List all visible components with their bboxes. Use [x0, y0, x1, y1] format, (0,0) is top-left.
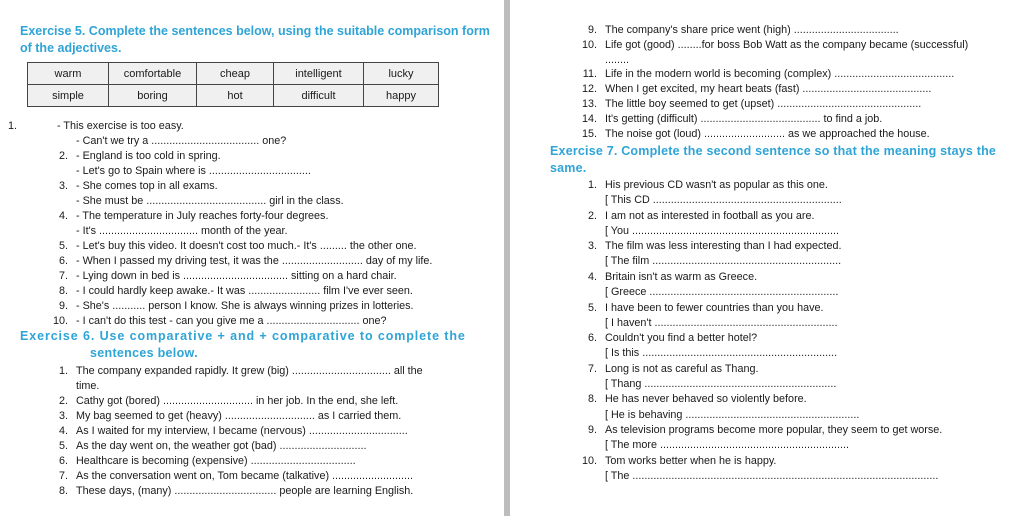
item-text: Life got (good) ........for boss Bob Watt as the company became (successful) [605, 39, 969, 51]
item-text: The company expanded rapidly. It grew (big) ................................. all the [76, 365, 423, 377]
answer-line: [ The ...................................................................................................... [605, 470, 939, 482]
item-number: 10. [581, 39, 597, 51]
item-number: 3. [58, 180, 68, 192]
answer-line: [ The film ............................................................... [605, 255, 842, 267]
item-number: 4. [58, 425, 68, 437]
item-number: 2. [58, 150, 68, 162]
adjective-row [28, 85, 439, 107]
exercise-6-title: Exercise 6. Use comparative + and + comparative to complete the [20, 329, 466, 343]
adjective-cell: difficult [274, 85, 364, 107]
item-text: As television programs become more popular, they seem to get worse. [605, 424, 943, 436]
item-text: - She must be ........................................ girl in the class. [76, 195, 344, 207]
adjective-row [28, 63, 439, 85]
item-number: 6. [587, 332, 597, 344]
item-number: 8. [58, 485, 68, 497]
page-divider [504, 0, 510, 516]
item-number: 12. [581, 83, 597, 95]
item-text: - Let's buy this video. It doesn't cost too much.- It's ......... the other one. [76, 240, 417, 252]
adjective-cell: lucky [364, 63, 439, 85]
item-number: 10. [581, 455, 597, 467]
item-number: 14. [581, 113, 597, 125]
item-number: 3. [58, 410, 68, 422]
adjective-cell: comfortable [109, 63, 197, 85]
exercise-7-title-cont: same. [550, 161, 587, 175]
worksheet-left-page [0, 0, 496, 516]
adjective-cell: simple [28, 85, 109, 107]
item-number: 2. [587, 210, 597, 222]
item-text: My bag seemed to get (heavy) .............................. as I carried them. [76, 410, 402, 422]
adjective-cell: warm [28, 63, 109, 85]
item-text: - She's ........... person I know. She is always winning prizes in lotteries. [76, 300, 414, 312]
item-text: Tom works better when he is happy. [605, 455, 777, 467]
item-text: As the day went on, the weather got (bad) ............................. [76, 440, 367, 452]
answer-line: [ Thang ................................................................ [605, 378, 837, 390]
item-text: It's getting (difficult) ........................................ to find a job. [605, 113, 883, 125]
item-number: 10. [52, 315, 68, 327]
item-text: Healthcare is becoming (expensive) ................................... [76, 455, 356, 467]
adjective-cell: hot [197, 85, 274, 107]
answer-line: [ I haven't ............................................................. [605, 317, 838, 329]
item-number: 6. [58, 455, 68, 467]
item-number: 1. [587, 179, 597, 191]
item-number: 9. [587, 24, 597, 36]
item-text: As the conversation went on, Tom became (talkative) ........................... [76, 470, 414, 482]
item-text: Britain isn't as warm as Greece. [605, 271, 758, 283]
answer-line: [ He is behaving .......................................................... [605, 409, 860, 421]
item-text: I have been to fewer countries than you have. [605, 302, 824, 314]
item-text: I am not as interested in football as you are. [605, 210, 815, 222]
item-number: 13. [581, 98, 597, 110]
item-text: - This exercise is too easy. [57, 120, 184, 132]
exercise-6-heading [20, 328, 470, 362]
adjective-cell: cheap [197, 63, 274, 85]
item-number: 3. [587, 240, 597, 252]
item-text: The little boy seemed to get (upset) ................................................ [605, 98, 922, 110]
adjective-cell: happy [364, 85, 439, 107]
item-text: These days, (many) .................................. people are learning English. [76, 485, 414, 497]
item-number: 2. [58, 395, 68, 407]
item-number: 4. [58, 210, 68, 222]
item-text: - I can't do this test - can you give me a ............................... one? [76, 315, 387, 327]
item-text: He has never behaved so violently before. [605, 393, 807, 405]
item-number: 5. [58, 440, 68, 452]
item-text: - The temperature in July reaches forty-four degrees. [76, 210, 329, 222]
exercise-7-title: Exercise 7. Complete the second sentence so that the meaning stays the [550, 144, 997, 158]
item-text: - Let's go to Spain where is .................................. [76, 165, 311, 177]
item-text: - Can't we try a .................................... one? [76, 135, 287, 147]
item-number: 7. [58, 270, 68, 282]
item-number: 8. [58, 285, 68, 297]
item-text: - She comes top in all exams. [76, 180, 218, 192]
item-number: 6. [58, 255, 68, 267]
answer-line: [ Greece ............................................................... [605, 286, 839, 298]
answer-line: [ This CD ............................................................... [605, 194, 842, 206]
answer-line: [ The more ............................................................... [605, 439, 849, 451]
item-text: Couldn't you find a better hotel? [605, 332, 758, 344]
item-text: The film was less interesting than I had expected. [605, 240, 842, 252]
item-text: time. [76, 380, 100, 392]
item-text: The noise got (loud) ........................... as we approached the house. [605, 128, 930, 140]
item-text: - It's ................................. month of the year. [76, 225, 288, 237]
item-number: 15. [581, 128, 597, 140]
adjective-table [27, 62, 439, 107]
exercise-7-heading [550, 143, 1018, 177]
item-number: 1. [58, 365, 68, 377]
item-text: - England is too cold in spring. [76, 150, 221, 162]
item-number: 5. [587, 302, 597, 314]
item-number: 9. [587, 424, 597, 436]
adjective-cell: intelligent [274, 63, 364, 85]
answer-line: [ Is this ................................................................. [605, 347, 838, 359]
item-number: 1. [8, 120, 18, 132]
item-number: 5. [58, 240, 68, 252]
item-text: Life in the modern world is becoming (complex) ........................................ [605, 68, 955, 80]
exercise-6-title-cont: sentences below. [90, 346, 198, 360]
item-text: - Lying down in bed is ................................... sitting on a hard chair. [76, 270, 397, 282]
item-number: 9. [58, 300, 68, 312]
item-number: 7. [58, 470, 68, 482]
item-number: 11. [582, 68, 597, 80]
answer-line: [ You ..................................................................... [605, 225, 840, 237]
item-text: Cathy got (bored) .............................. in her job. In the end, she left. [76, 395, 399, 407]
item-text: As I waited for my interview, I became (nervous) ................................. [76, 425, 408, 437]
adjective-cell: boring [109, 85, 197, 107]
item-text: - When I passed my driving test, it was the ........................... day of my life. [76, 255, 433, 267]
item-text: Long is not as careful as Thang. [605, 363, 759, 375]
item-number: 7. [587, 363, 597, 375]
item-number: 8. [587, 393, 597, 405]
item-number: 4. [587, 271, 597, 283]
item-text: The company's share price went (high) ................................... [605, 24, 899, 36]
item-text: His previous CD wasn't as popular as this one. [605, 179, 828, 191]
item-text: When I get excited, my heart beats (fast) ........................................... [605, 83, 932, 95]
exercise-5-heading: Exercise 5. Complete the sentences below, using the suitable comparison form of the adjectives. [20, 24, 490, 55]
item-text: - I could hardly keep awake.- It was ........................ film I've ever seen. [76, 285, 413, 297]
worksheet-right-page [514, 0, 1020, 516]
item-text: ........ [605, 54, 629, 66]
